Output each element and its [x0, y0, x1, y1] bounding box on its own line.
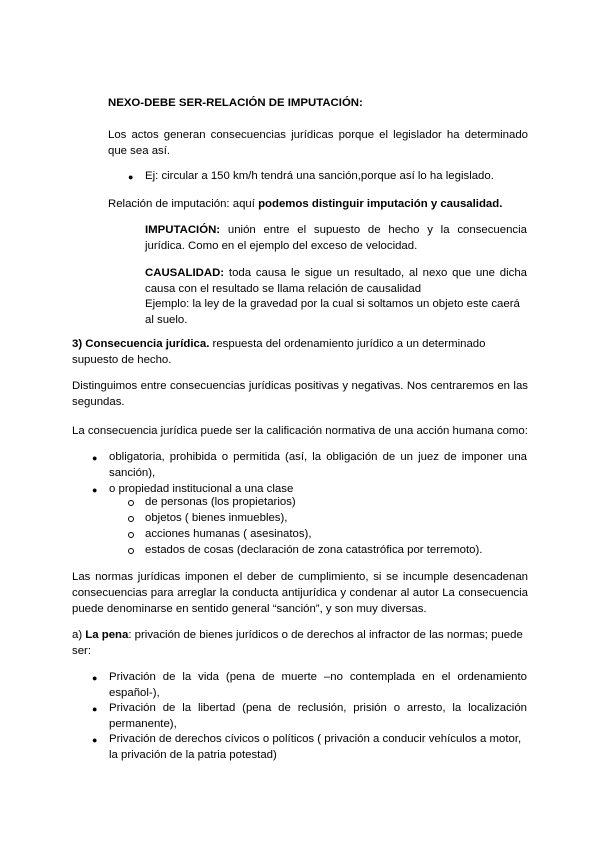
pena-title: La pena — [85, 629, 129, 641]
example-bullet-text: Ej: circular a 150 km/h tendrá una sanción,porque así lo ha legislado. — [145, 170, 494, 182]
section3-paragraph — [72, 336, 534, 368]
section3-title: 3) Consecuencia jurídica. — [72, 338, 210, 350]
bullet-icon: ● — [92, 453, 98, 463]
imputacion-paragraph — [145, 222, 527, 254]
bullet-icon: ● — [92, 673, 98, 683]
bullet-icon: ● — [92, 485, 98, 495]
bullet-icon: ● — [92, 704, 98, 714]
causalidad-paragraph — [145, 265, 527, 297]
pena-text: : privación de bienes jurídicos o de derechos al infractor de las normas; puede ser: — [72, 629, 523, 657]
clase-subitem: de personas (los propietarios) — [145, 496, 296, 508]
pena-item: Privación de la libertad (pena de reclusión, prisión o arresto, la localización permanente), — [109, 702, 527, 730]
normas-paragraph: Las normas jurídicas imponen el deber de cumplimiento, si se incumple desencadenan consecuencias para arreglar la conducta antijurídica y condenar al autor La consecuencia puede denominarse en sentido general “sanción”, y son muy diversas. — [72, 571, 528, 615]
hollow-bullet-icon — [128, 516, 134, 522]
causalidad-text: toda causa le sigue un resultado, al nexo que une dicha causa con el resultado se llama relación de causalidad — [145, 267, 527, 295]
relacion-prefix: Relación de imputación: aquí — [108, 198, 259, 210]
section-heading: NEXO-DEBE SER-RELACIÓN DE IMPUTACIÓN: — [108, 97, 363, 109]
hollow-bullet-icon — [128, 532, 134, 538]
imputacion-text: unión entre el supuesto de hecho y la consecuencia jurídica. Como en el ejemplo del exceso de velocidad. — [145, 224, 527, 252]
hollow-bullet-icon — [128, 548, 134, 554]
pena-prefix: a) — [72, 629, 86, 641]
causalidad-example: Ejemplo: la ley de la gravedad por la cual si soltamos un objeto este caerá al suelo. — [145, 298, 520, 326]
bullet-icon: ● — [128, 172, 134, 182]
pena-item: Privación de la vida (pena de muerte –no contemplada en el ordenamiento español-), — [109, 671, 527, 699]
distinguimos-paragraph: Distinguimos entre consecuencias jurídicas positivas y negativas. Nos centraremos en las segundas. — [72, 380, 528, 408]
calificacion-intro: La consecuencia jurídica puede ser la calificación normativa de una acción humana como: — [72, 425, 528, 437]
bullet-icon: ● — [92, 735, 98, 745]
section3-text: respuesta del ordenamiento jurídico a un determinado supuesto de hecho. — [72, 338, 486, 366]
pena-paragraph — [72, 627, 530, 659]
hollow-bullet-icon — [128, 500, 134, 506]
relacion-bold: podemos distinguir imputación y causalidad. — [258, 198, 503, 210]
relacion-paragraph — [108, 196, 538, 212]
calificacion-item: o propiedad institucional a una clase — [109, 483, 294, 495]
imputacion-term: IMPUTACIÓN: — [145, 224, 221, 236]
pena-item: Privación de derechos cívicos o políticos ( privación a conducir vehículos a motor, la privación de la patria potestad) — [109, 733, 522, 761]
clase-subitem: objetos ( bienes inmuebles), — [145, 512, 288, 524]
causalidad-term: CAUSALIDAD: — [145, 267, 225, 279]
intro-paragraph: Los actos generan consecuencias jurídicas porque el legislador ha determinado que sea así. — [108, 129, 528, 157]
calificacion-item: obligatoria, prohibida o permitida (así, la obligación de un juez de imponer una sanción), — [109, 451, 527, 479]
clase-subitem: estados de cosas (declaración de zona catastrófica por terremoto). — [145, 544, 483, 556]
clase-subitem: acciones humanas ( asesinatos), — [145, 528, 312, 540]
